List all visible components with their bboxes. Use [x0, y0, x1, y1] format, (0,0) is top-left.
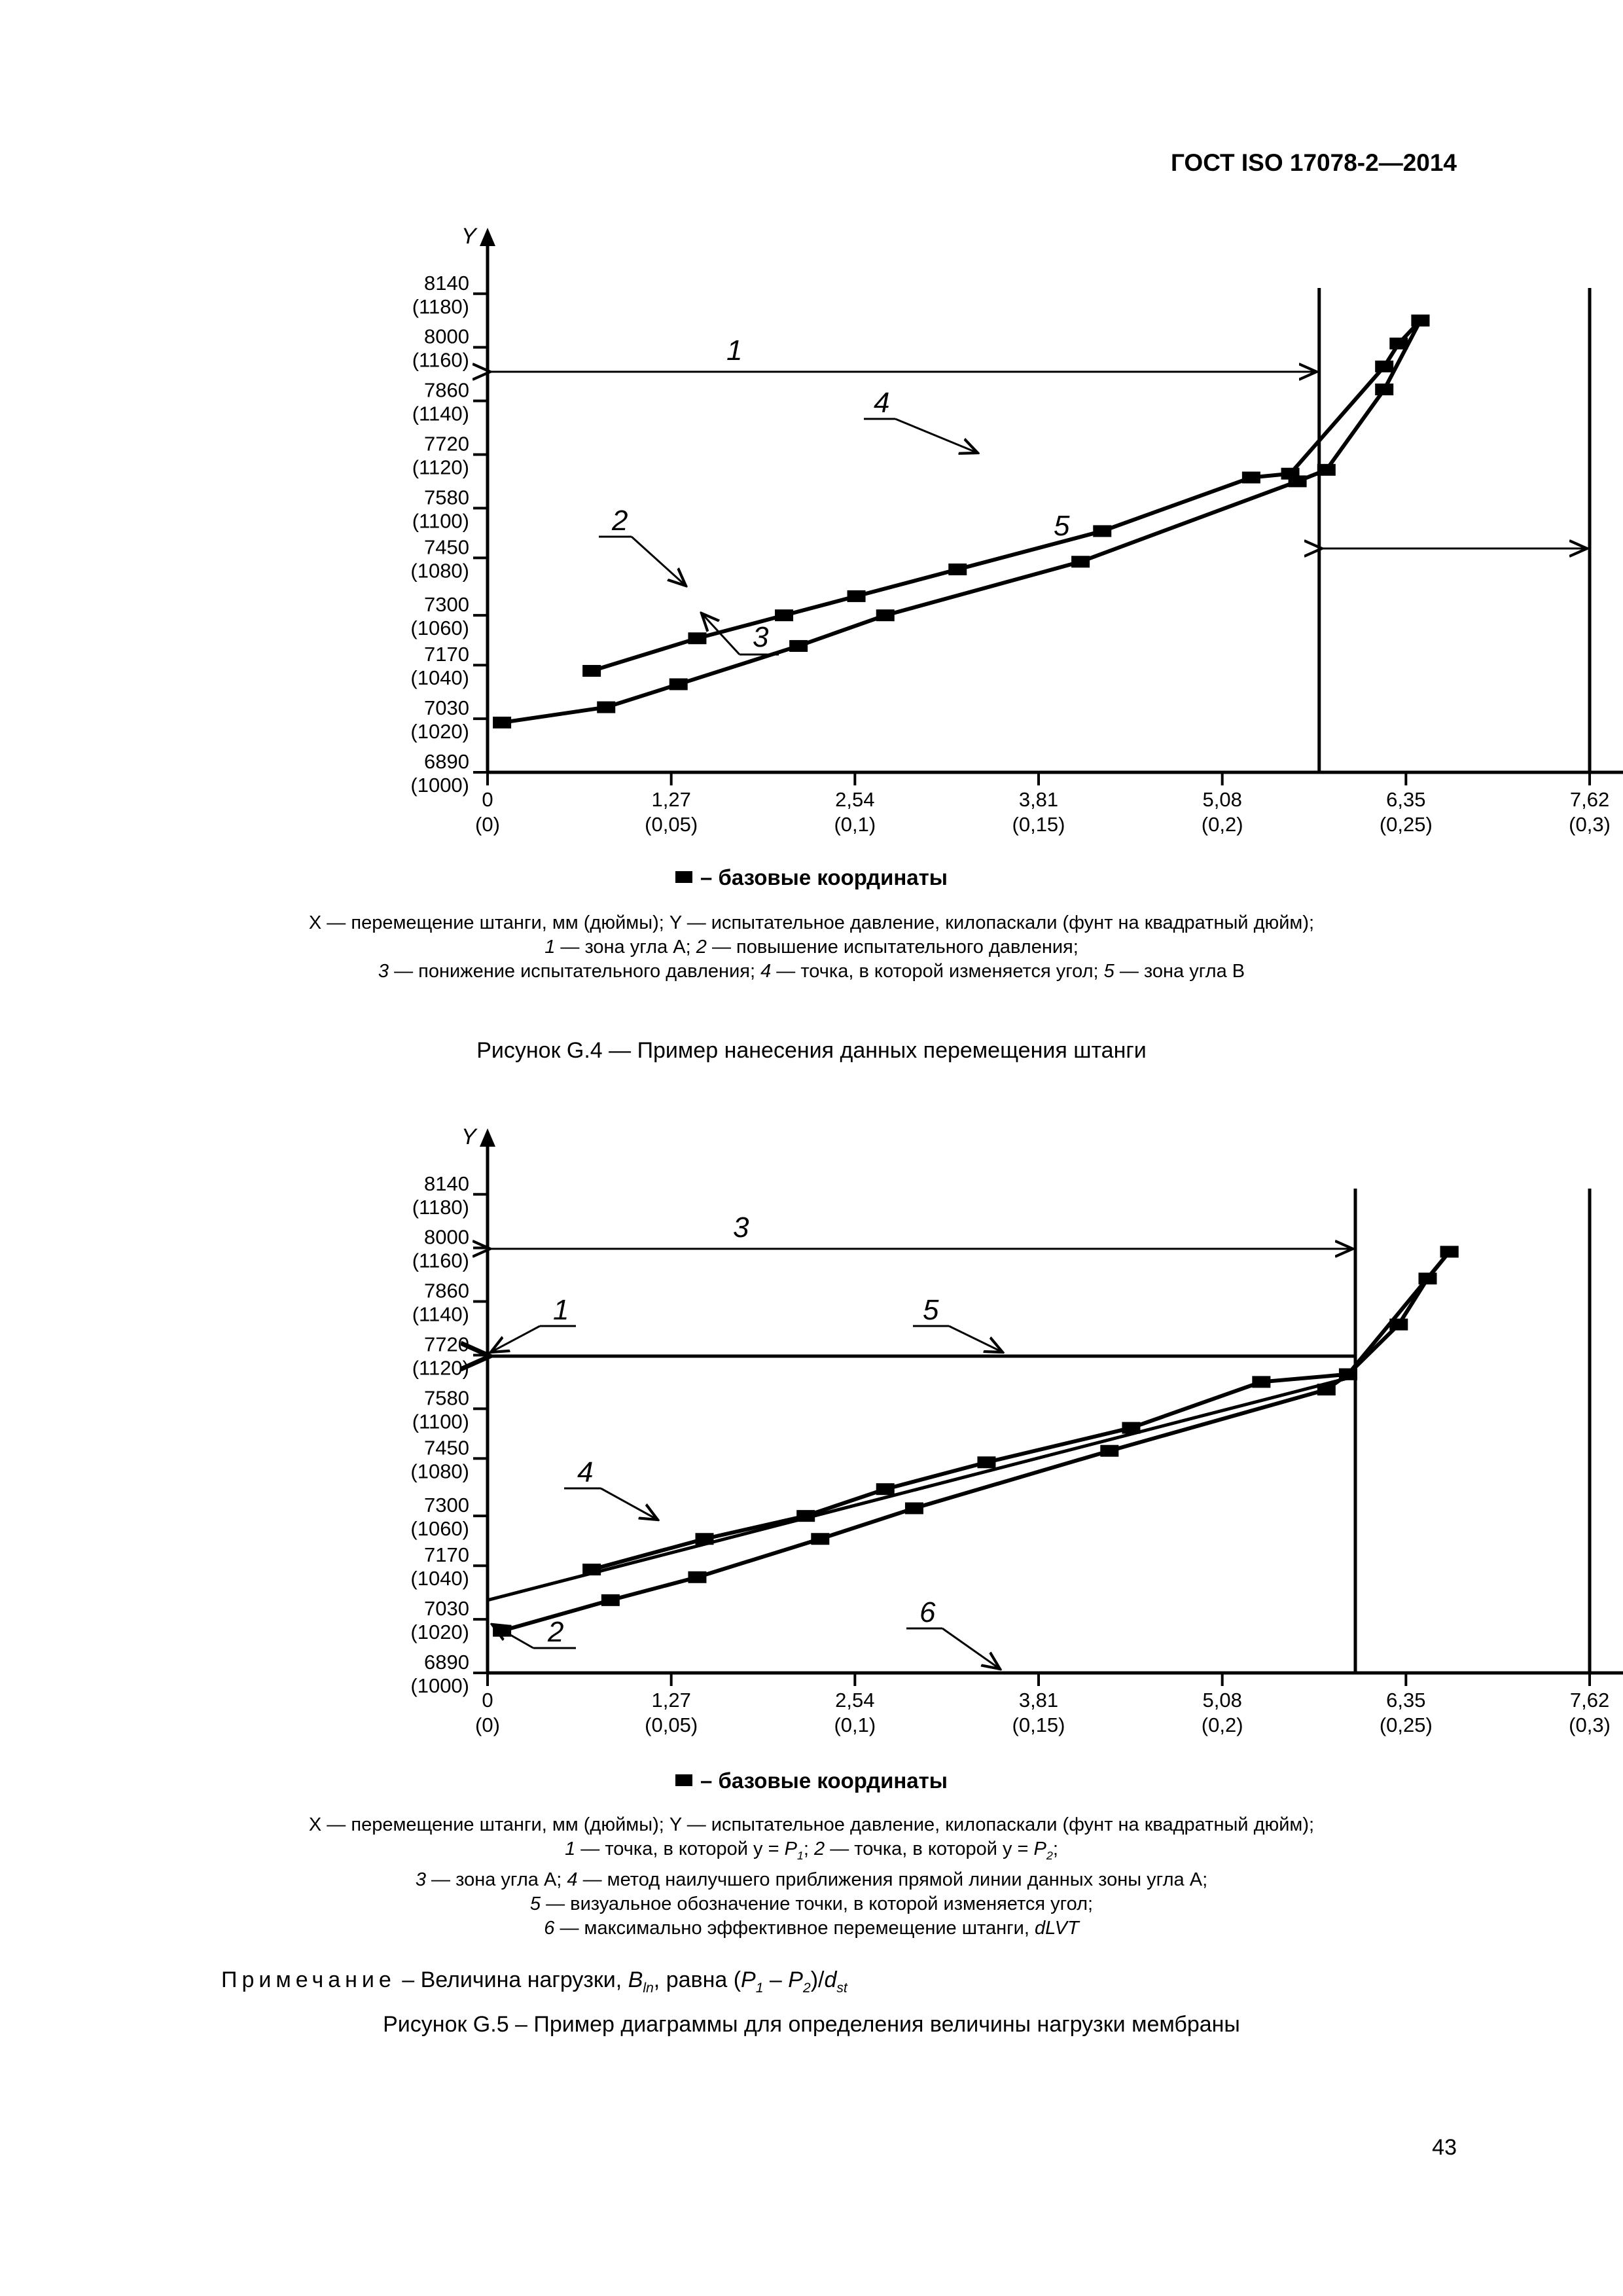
y-tick-label: 7720: [424, 432, 469, 456]
key-line: 1 — зона угла А; 2 — повышение испытательного давления;: [544, 937, 1079, 958]
page-number: 43: [1432, 2135, 1457, 2160]
x-tick-label: 2,54: [835, 788, 875, 811]
callout-1: 1: [726, 334, 743, 367]
data-point: [1375, 361, 1393, 372]
x-tick-label: 7,62: [1569, 788, 1610, 811]
best-fit-line: [488, 1378, 1348, 1600]
x-tick-label-in: (0): [475, 1713, 500, 1736]
y-axis-arrow-icon: [480, 1128, 495, 1147]
callout-leader: [895, 419, 978, 453]
data-point: [789, 640, 808, 652]
figure-g4-chart: [0, 223, 1623, 836]
data-point: [1252, 1376, 1270, 1388]
data-point: [597, 702, 615, 713]
key-line: 3 — понижение испытательного давления; 4 — точка, в которой изменяется угол; 5 — зона угла В: [378, 961, 1245, 982]
data-point: [811, 1533, 829, 1545]
key-line: 5 — визуальное обозначение точки, в которой изменяется угол;: [529, 1893, 1094, 1914]
y-tick-label: 7860: [424, 1279, 469, 1302]
x-tick-label-in: (0,2): [1201, 1713, 1243, 1736]
series-line: [592, 321, 1420, 671]
y-tick-label: 7580: [424, 486, 469, 509]
y-tick-label-psi: (1100): [412, 509, 469, 533]
y-tick-label: 8140: [424, 271, 469, 295]
y-tick-label: 7300: [424, 593, 469, 617]
y-tick-label: 7030: [424, 696, 469, 720]
x-tick-label-in: (0,3): [1569, 1713, 1611, 1736]
y-tick-label: 7300: [424, 1494, 469, 1517]
x-tick-label-in: (0,3): [1569, 813, 1611, 836]
x-tick-label: 1,27: [651, 1689, 691, 1712]
figure-g5-chart: [0, 1123, 1623, 1736]
data-point: [1440, 1246, 1459, 1258]
data-point: [1289, 475, 1307, 487]
x-tick-label: 6,35: [1386, 788, 1426, 811]
key-line: 1 — точка, в которой $у = P_1$; 2 — точка, в которой $у = P_2$;: [565, 1839, 1058, 1862]
y-tick-label: 7170: [424, 643, 469, 666]
callout-2: 2: [612, 505, 628, 537]
y-tick-label-psi: (1000): [410, 1674, 469, 1697]
y-tick-label-psi: (1160): [412, 348, 469, 372]
x-tick-label: 3,81: [1018, 788, 1059, 811]
note: Примечание – Величина нагрузки, $B_{ln}$, равна $(P_1 - P_2)/d_{st}$: [221, 1967, 847, 1996]
y-tick-label: 7860: [424, 378, 469, 402]
x-tick-label-in: (0,05): [645, 813, 698, 836]
y-tick-label-psi: (1100): [412, 1410, 469, 1433]
y-tick-label: 7580: [424, 1386, 469, 1410]
y-tick-label-psi: (1140): [412, 1302, 469, 1326]
key-line: 6 — максимально эффективное перемещение штанги, dLVT: [544, 1917, 1079, 1939]
y-tick-label: 6890: [424, 1651, 469, 1674]
y-tick-label: 7030: [424, 1597, 469, 1621]
y-tick-label-psi: (1000): [410, 774, 469, 797]
y-tick-label: 7450: [424, 1436, 469, 1460]
callout-leader: [949, 1326, 1003, 1352]
legend-marker-icon: [675, 871, 692, 883]
x-tick-label: 2,54: [835, 1689, 875, 1712]
y-tick-label-psi: (1040): [410, 1567, 469, 1590]
y-tick-label: 8140: [424, 1172, 469, 1195]
data-point: [1317, 464, 1336, 476]
y-tick-label-psi: (1120): [412, 456, 469, 479]
x-tick-label: 0: [482, 788, 493, 811]
callout-leader: [632, 537, 686, 586]
data-point: [1411, 315, 1429, 327]
data-point: [688, 632, 706, 644]
y-axis-arrow-icon: [480, 228, 495, 246]
y-tick-label-psi: (1060): [410, 1517, 469, 1541]
data-point: [847, 590, 866, 602]
x-tick-label: 6,35: [1386, 1689, 1426, 1712]
x-tick-label: 5,08: [1202, 788, 1242, 811]
figure-g4-caption: Рисунок G.4 — Пример нанесения данных перемещения штанги: [476, 1038, 1147, 1063]
y-tick-label: 7720: [424, 1333, 469, 1356]
legend-text: – базовые координаты: [700, 1768, 948, 1793]
x-tick-label-in: (0): [475, 813, 500, 836]
x-tick-label: 7,62: [1569, 1689, 1610, 1712]
data-point: [876, 609, 895, 621]
x-tick-label-in: (0,25): [1379, 813, 1433, 836]
data-point: [977, 1456, 995, 1468]
x-tick-label-in: (0,15): [1012, 1713, 1065, 1736]
figure-g5-legend: [0, 1768, 1623, 1793]
data-point: [1375, 384, 1393, 395]
data-point: [688, 1571, 706, 1583]
callout-2: 2: [548, 1616, 564, 1648]
y-tick-label-psi: (1020): [410, 720, 469, 744]
callout-leader: [491, 1326, 540, 1352]
y-tick-label-psi: (1020): [410, 1621, 469, 1644]
x-tick-label: 3,81: [1018, 1689, 1059, 1712]
figure-g4-legend: [0, 865, 1623, 890]
x-tick-label-in: (0,05): [645, 1713, 698, 1736]
callout-leader: [601, 1488, 658, 1520]
callout-6: 6: [919, 1596, 936, 1628]
y-tick-label-psi: (1040): [410, 666, 469, 690]
data-point: [1071, 556, 1090, 567]
note-label: Примечание: [221, 1967, 396, 1992]
x-tick-label-in: (0,1): [834, 1713, 876, 1736]
data-point: [876, 1483, 895, 1495]
data-point: [493, 717, 511, 728]
y-tick-label-psi: (1180): [412, 1195, 469, 1219]
legend-text: – базовые координаты: [700, 865, 948, 889]
data-point: [1093, 525, 1111, 537]
data-point: [948, 564, 967, 575]
y-tick-label-psi: (1180): [412, 295, 469, 318]
data-point: [1242, 472, 1260, 484]
callout-4: 4: [874, 387, 890, 419]
y-tick-label: 8000: [424, 1225, 469, 1249]
y-tick-label-psi: (1160): [412, 1249, 469, 1272]
callout-3: 3: [733, 1211, 749, 1244]
y-tick-label-psi: (1140): [412, 402, 469, 425]
series-line: [592, 1252, 1450, 1570]
x-tick-label-in: (0,1): [834, 813, 876, 836]
data-point: [775, 609, 793, 621]
x-tick-label-in: (0,15): [1012, 813, 1065, 836]
key-line: X — перемещение штанги, мм (дюймы); Y — испытательное давление, килопаскали (фунт на квадратный дюйм);: [308, 912, 1315, 933]
y-tick-label-psi: (1120): [412, 1356, 469, 1380]
y-tick-label-psi: (1060): [410, 617, 469, 640]
y-tick-label: 6890: [424, 750, 469, 773]
data-point: [905, 1502, 923, 1514]
y-tick-label: 7450: [424, 535, 469, 559]
data-point: [669, 678, 688, 690]
y-axis-label: Y: [461, 224, 476, 249]
data-point: [601, 1594, 620, 1606]
x-tick-label: 1,27: [651, 788, 691, 811]
x-tick-label: 0: [482, 1689, 493, 1712]
y-tick-label-psi: (1080): [410, 1460, 469, 1483]
figure-g5-caption: Рисунок G.5 – Пример диаграммы для определения величины нагрузки мембраны: [383, 2012, 1240, 2037]
x-tick-label: 5,08: [1202, 1689, 1242, 1712]
figure-g5-key: [0, 1813, 1623, 1941]
callout-5: 5: [923, 1294, 939, 1326]
key-line: 3 — зона угла А; 4 — метод наилучшего приближения прямой линии данных зоны угла А;: [415, 1869, 1208, 1890]
data-point: [582, 665, 601, 677]
series-line: [502, 1252, 1450, 1631]
callout-5: 5: [1054, 510, 1070, 542]
callout-3: 3: [753, 621, 769, 653]
legend-marker-icon: [675, 1774, 692, 1786]
figure-g4-key: [0, 911, 1623, 984]
data-point: [1100, 1445, 1118, 1457]
y-tick-label-psi: (1080): [410, 559, 469, 583]
y-axis-label: Y: [461, 1124, 476, 1149]
y-tick-label: 8000: [424, 325, 469, 348]
standard-header: ГОСТ ISO 17078-2—2014: [1170, 149, 1457, 176]
x-tick-label-in: (0,2): [1201, 813, 1243, 836]
x-tick-label-in: (0,25): [1379, 1713, 1433, 1736]
callout-4: 4: [577, 1456, 594, 1488]
y-tick-label: 7170: [424, 1543, 469, 1567]
series-line: [502, 321, 1420, 723]
callout-1: 1: [553, 1294, 569, 1326]
callout-leader: [942, 1628, 1000, 1669]
key-line: X — перемещение штанги, мм (дюймы); Y — испытательное давление, килопаскали (фунт на квадратный дюйм);: [308, 1814, 1315, 1835]
